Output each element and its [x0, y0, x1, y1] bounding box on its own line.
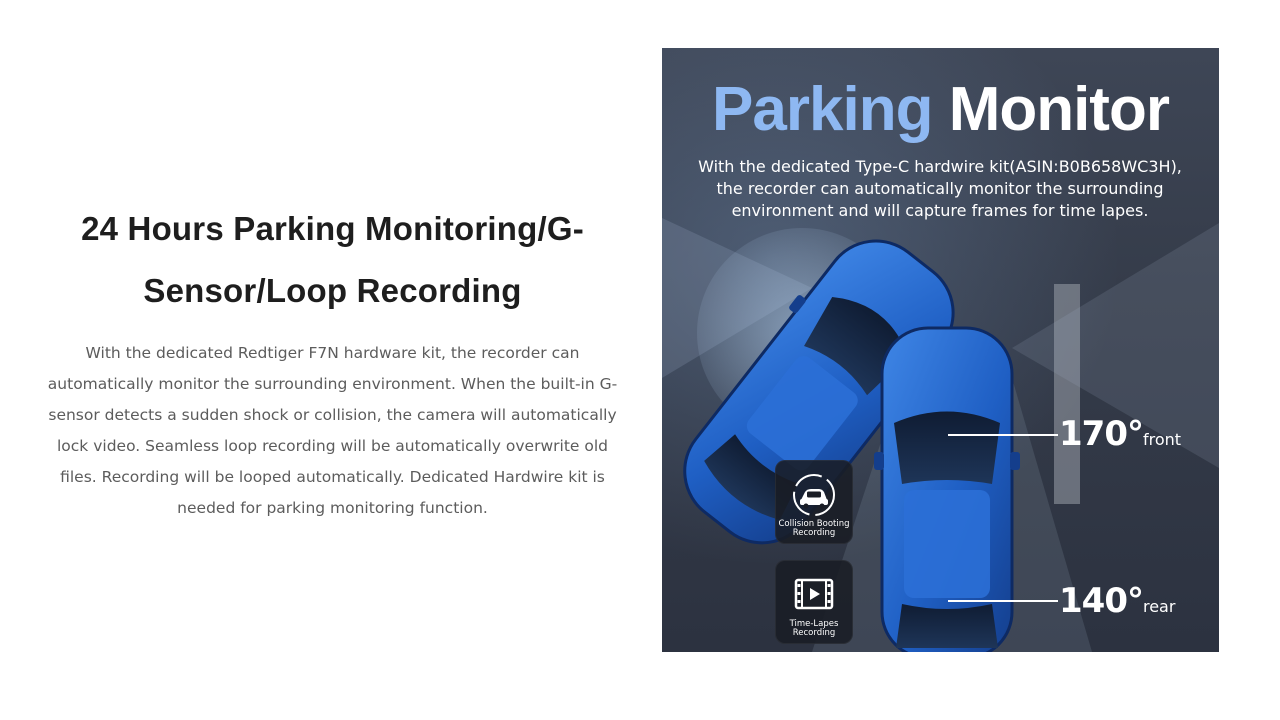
rear-angle-value: 140° [1059, 581, 1143, 621]
rear-angle-label: rear [1142, 597, 1176, 616]
timelapse-recording-badge [775, 560, 853, 644]
front-angle-label: front [1142, 430, 1182, 449]
front-angle-value: 170° [1059, 414, 1143, 454]
timelapse-recording-label: Time-Lapes Recording [789, 619, 839, 638]
rear-angle-callout [1059, 581, 1175, 621]
section-description: With the dedicated Redtiger F7N hardware kit, the recorder can automatically monitor the surrounding environment. When the built-in G-sensor detects a sudden shock or collision, the camera will automatically lock video. Seamless loop recording will be automatically overwrite old files. Recording will be looped automatically. Dedicated Hardwire kit is needed for parking monitoring function. [47, 344, 618, 517]
collision-recording-label: Collision Booting Recording [778, 519, 850, 538]
collision-car-icon [789, 470, 839, 520]
collision-recording-badge [775, 460, 853, 544]
panel-title-accent: Parking [712, 75, 933, 144]
section-heading: 24 Hours Parking Monitoring/G-Sensor/Loop Recording [81, 210, 584, 309]
right-car [874, 328, 1020, 652]
front-angle-callout [1059, 414, 1181, 454]
parking-monitor-graphic [662, 48, 1219, 652]
panel-title [662, 72, 1219, 148]
film-play-icon [789, 570, 839, 620]
panel-title-main: Monitor [948, 75, 1169, 144]
panel-subtitle: With the dedicated Type-C hardwire kit(ASIN:B0B658WC3H), the recorder can automatically monitor the surrounding environment and will capture frames for time lapes. [698, 157, 1182, 220]
